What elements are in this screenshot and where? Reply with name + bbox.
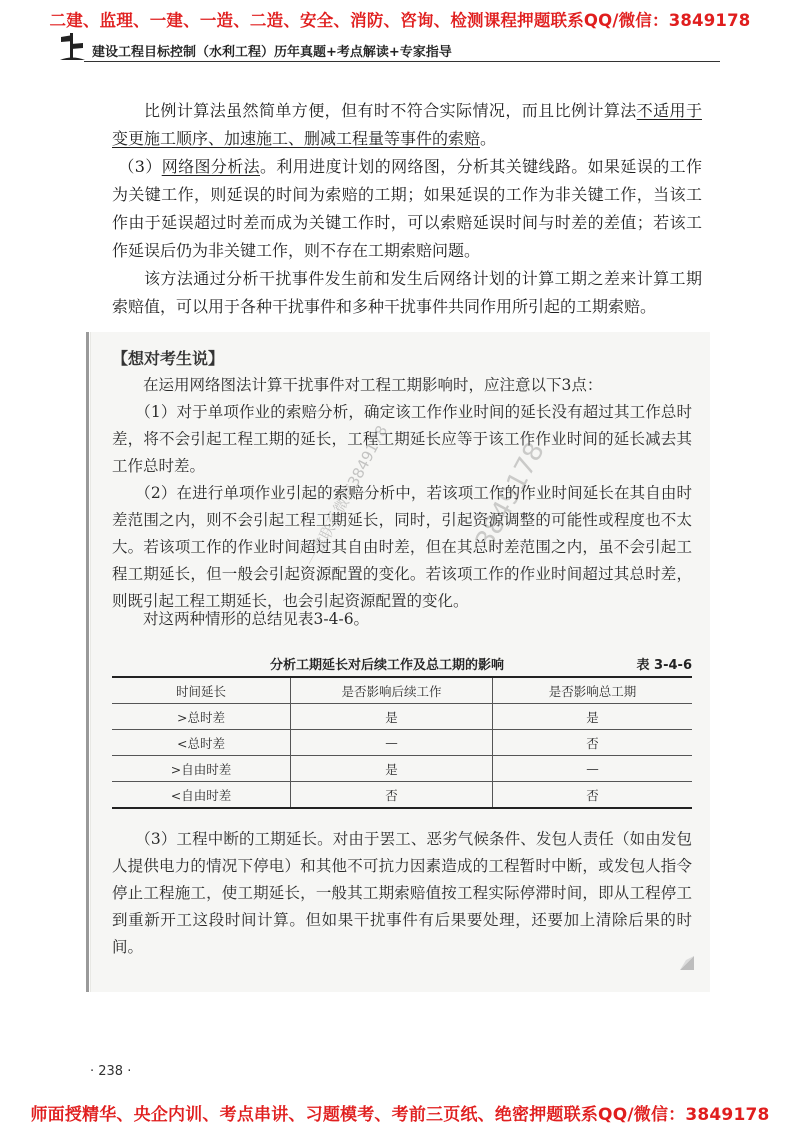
- tips-summary: 对这两种情形的总结见表3-4-6。: [143, 610, 370, 628]
- table-header-cell: 时间延长: [112, 677, 291, 704]
- table-header-cell: 是否影响后续工作: [291, 677, 493, 704]
- table-row: [112, 704, 692, 730]
- underlined-term: 网络图分析法: [161, 157, 261, 176]
- table-title: 分析工期延长对后续工作及总工期的影响: [270, 658, 505, 673]
- table-cell: 是: [493, 704, 693, 730]
- table-cell: 否: [291, 782, 493, 809]
- table-cell: >总时差: [112, 704, 291, 730]
- underlined-phrase: 不适用于变更施工顺序、加速施工、删减工程量等事件的索赔: [112, 101, 702, 148]
- table-row: [112, 730, 692, 756]
- table-cell: —: [291, 730, 493, 756]
- table-row: [112, 782, 692, 809]
- table-cell: 否: [493, 730, 693, 756]
- top-promo-banner: 二建、监理、一建、一造、二造、安全、消防、咨询、检测课程押题联系QQ/微信：3849178: [49, 11, 751, 30]
- header-rule: [84, 61, 720, 62]
- paragraph-method-summary: 该方法通过分析干扰事件发生前和发生后网络计划的计算工期之差来计算工期索赔值，可以用于各种干扰事件和多种干扰事件共同作用所引起的工期索赔。: [112, 269, 702, 316]
- delay-impact-table: [112, 676, 692, 809]
- tips-heading: 【想对考生说】: [112, 349, 225, 368]
- paragraph-network-method: （3）网络图分析法。利用进度计划的网络图，分析其关键线路。如果延误的工作为关键工作，则延误的时间为索赔的工期；如果延误的工作为非关键工作，当该工作由于延误超过时差而成为关键工作时，可以索赔延误时间与时差的差值；若该工作延误后仍为非关键工作，则不存在工期索赔问题。: [112, 157, 702, 260]
- bottom-promo-banner: 师面授精华、央企内训、考点串讲、习题模考、考前三页纸、绝密押题联系QQ/微信：3849178: [30, 1105, 770, 1125]
- tips-point-2: （2）在进行单项作业引起的索赔分析中，若该项工作的作业时间延长在其自由时差范围之内，则不会引起工程工期延长，同时，引起资源调整的可能性或程度也不太大。若该项工作的作业时间超过其自由时差，但在其总时差范围之内，虽不会引起工程工期延长，但一般会引起资源配置的变化。若该项工作的作业时间超过其总时差，则既引起工程工期延长，也会引起资源配置的变化。: [112, 484, 692, 610]
- table-row: [112, 756, 692, 782]
- table-cell: >自由时差: [112, 756, 291, 782]
- table-cell: <自由时差: [112, 782, 291, 809]
- table-cell: 否: [493, 782, 693, 809]
- signpost-logo-icon: [58, 30, 86, 62]
- page-curl-icon: [680, 956, 694, 970]
- page-number: · 238 ·: [90, 1064, 132, 1079]
- table-cell: 是: [291, 704, 493, 730]
- table-cell: <总时差: [112, 730, 291, 756]
- table-number: 表 3-4-6: [636, 658, 692, 673]
- watermark-number: 3849178: [470, 437, 551, 555]
- table-caption: [112, 654, 692, 674]
- watermark-text: 一建联系微信3849178: [301, 422, 392, 570]
- tips-box-edge: [86, 332, 89, 992]
- running-header: [58, 30, 718, 62]
- header-title: 建设工程目标控制（水利工程）历年真题+考点解读+专家指导: [92, 45, 452, 60]
- table-header-row: [112, 677, 692, 704]
- table-cell: 是: [291, 756, 493, 782]
- tips-intro: 在运用网络图法计算干扰事件对工程工期影响时，应注意以下3点：: [143, 376, 603, 394]
- tips-point-3: （3）工程中断的工期延长。对由于罢工、恶劣气候条件、发包人责任（如由发包人提供电力的情况下停电）和其他不可抗力因素造成的工程暂时中断，或发包人指令停止工程施工，使工期延长，一般其工期索赔值按工程实际停滞时间，即从工程停工到重新开工这段时间计算。但如果干扰事件有后果要处理，还要加上清除后果的时间。: [112, 830, 692, 956]
- paragraph-proportional-method: 比例计算法虽然简单方便，但有时不符合实际情况，而且比例计算法不适用于变更施工顺序、加速施工、删减工程量等事件的索赔。: [112, 101, 702, 148]
- table-cell: —: [493, 756, 693, 782]
- tips-point-1: （1）对于单项作业的索赔分析，确定该工作作业时间的延长没有超过其工作总时差，将不会引起工程工期的延长，工程工期延长应等于该工作作业时间的延长减去其工作总时差。: [112, 403, 692, 475]
- table-header-cell: 是否影响总工期: [493, 677, 693, 704]
